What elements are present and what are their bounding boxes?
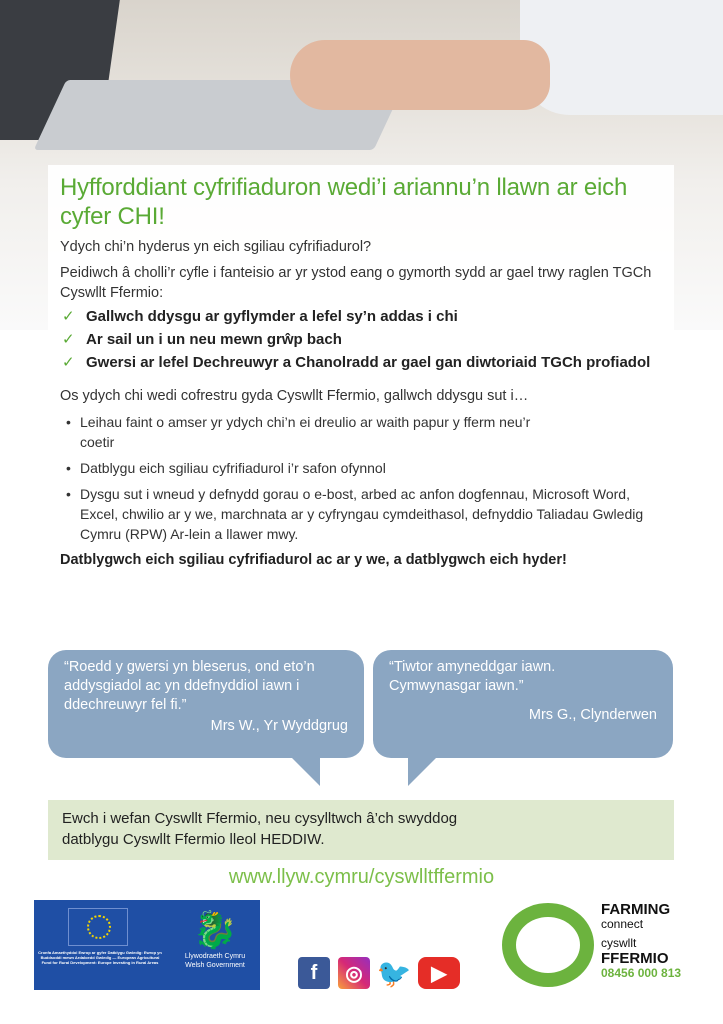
check-item: ✓ Ar sail un i un neu mewn grŵp bach [60, 328, 662, 351]
phone-number: 08456 000 813 [601, 966, 682, 980]
testimonial-quote: “Roedd y gwersi yn bleserus, ond eto’n addysgiadol ac yn ddefnyddiol iawn i ddechreuwyr fel fi.” [64, 659, 315, 713]
bullet-item: • Leihau faint o amser yr ydych chi’n ei dreulio ar waith papur y fferm neu’r coetir [60, 412, 662, 452]
eu-logo-text: Cronfa Amaethyddol Ewrop ar gyfer Datblygu Gwledig: Ewrop yn Buddsoddi mewn Ardaloedd Gwledig — European Agricultural Fund for Rural Development: Europe Investing in Rural Areas [38, 950, 162, 965]
speech-tail [290, 756, 320, 786]
testimonial-2 [373, 650, 673, 758]
youtube-icon[interactable]: ▶ [418, 957, 460, 989]
closing-text: Datblygwch eich sgiliau cyfrifiadurol ac ar y we, a datblygwch eich hyder! [60, 552, 567, 568]
facebook-icon[interactable]: f [298, 957, 330, 989]
bullet-list [60, 412, 662, 544]
farming-connect-ring-icon [502, 903, 594, 987]
sleeve [520, 0, 723, 115]
testimonial-author: Mrs G., Clynderwen [528, 707, 657, 723]
call-to-action: Ewch i wefan Cyswllt Ffermio, neu cysylltwch â’ch swyddog datblygu Cyswllt Ffermio lleol HEDDIW. [48, 800, 674, 860]
testimonial-1 [48, 650, 364, 758]
hand [290, 40, 550, 110]
testimonial-author: Mrs W., Yr Wyddgrug [210, 718, 348, 734]
checkmark-icon: ✓ [62, 354, 75, 371]
farming-connect-logo: FARMING connect cyswllt FFERMIO 08456 000 813 [601, 901, 682, 980]
intro-question: Ydych chi’n hyderus yn eich sgiliau cyfrifiadurol? [60, 239, 372, 255]
checkmark-icon: ✓ [62, 308, 75, 325]
eu-flag-icon [68, 908, 128, 946]
website-link[interactable]: www.llyw.cymru/cyswlltffermio [228, 866, 495, 888]
check-item: ✓ Gwersi ar lefel Dechreuwyr a Chanolradd ar gael gan diwtoriaid TGCh profiadol [60, 351, 662, 374]
welsh-government-logo: 🐉 Llywodraeth Cymru Welsh Government [174, 908, 256, 970]
learn-intro: Os ydych chi wedi cofrestru gyda Cyswllt Ffermio, gallwch ddysgu sut i… [60, 388, 529, 404]
speech-tail [408, 756, 438, 786]
twitter-icon[interactable]: 🐦 [376, 957, 412, 989]
bullet-item: • Datblygu eich sgiliau cyfrifiadurol i’r safon ofynnol [60, 458, 662, 478]
social-links [298, 957, 460, 989]
eu-wg-logo [34, 900, 260, 990]
testimonial-quote: “Tiwtor amyneddgar iawn. Cymwynasgar iawn.” [389, 659, 556, 694]
main-content [48, 165, 674, 635]
check-item: ✓ Gallwch ddysgu ar gyflymder a lefel sy’n addas i chi [60, 305, 662, 328]
checkmark-icon: ✓ [62, 331, 75, 348]
page-title: Hyfforddiant cyfrifiaduron wedi’i ariannu’n llawn ar eich cyfer CHI! [60, 174, 628, 230]
check-list [60, 305, 662, 374]
bullet-item: • Dysgu sut i wneud y defnydd gorau o e-bost, arbed ac anfon dogfennau, Microsoft Word, Excel, chwilio ar y we, marchnata ar y cyfryngau cymdeithasol, defnyddio Taliadau Gwledig Cymru (RPW) Ar-lein a llawer mwy. [60, 484, 662, 544]
dragon-icon: 🐉 [192, 909, 238, 950]
intro-text: Peidiwch â cholli’r cyfle i fanteisio ar yr ystod eang o gymorth sydd ar gael trwy raglen TGCh Cyswllt Ffermio: [60, 265, 652, 301]
instagram-icon[interactable]: ◎ [338, 957, 370, 989]
